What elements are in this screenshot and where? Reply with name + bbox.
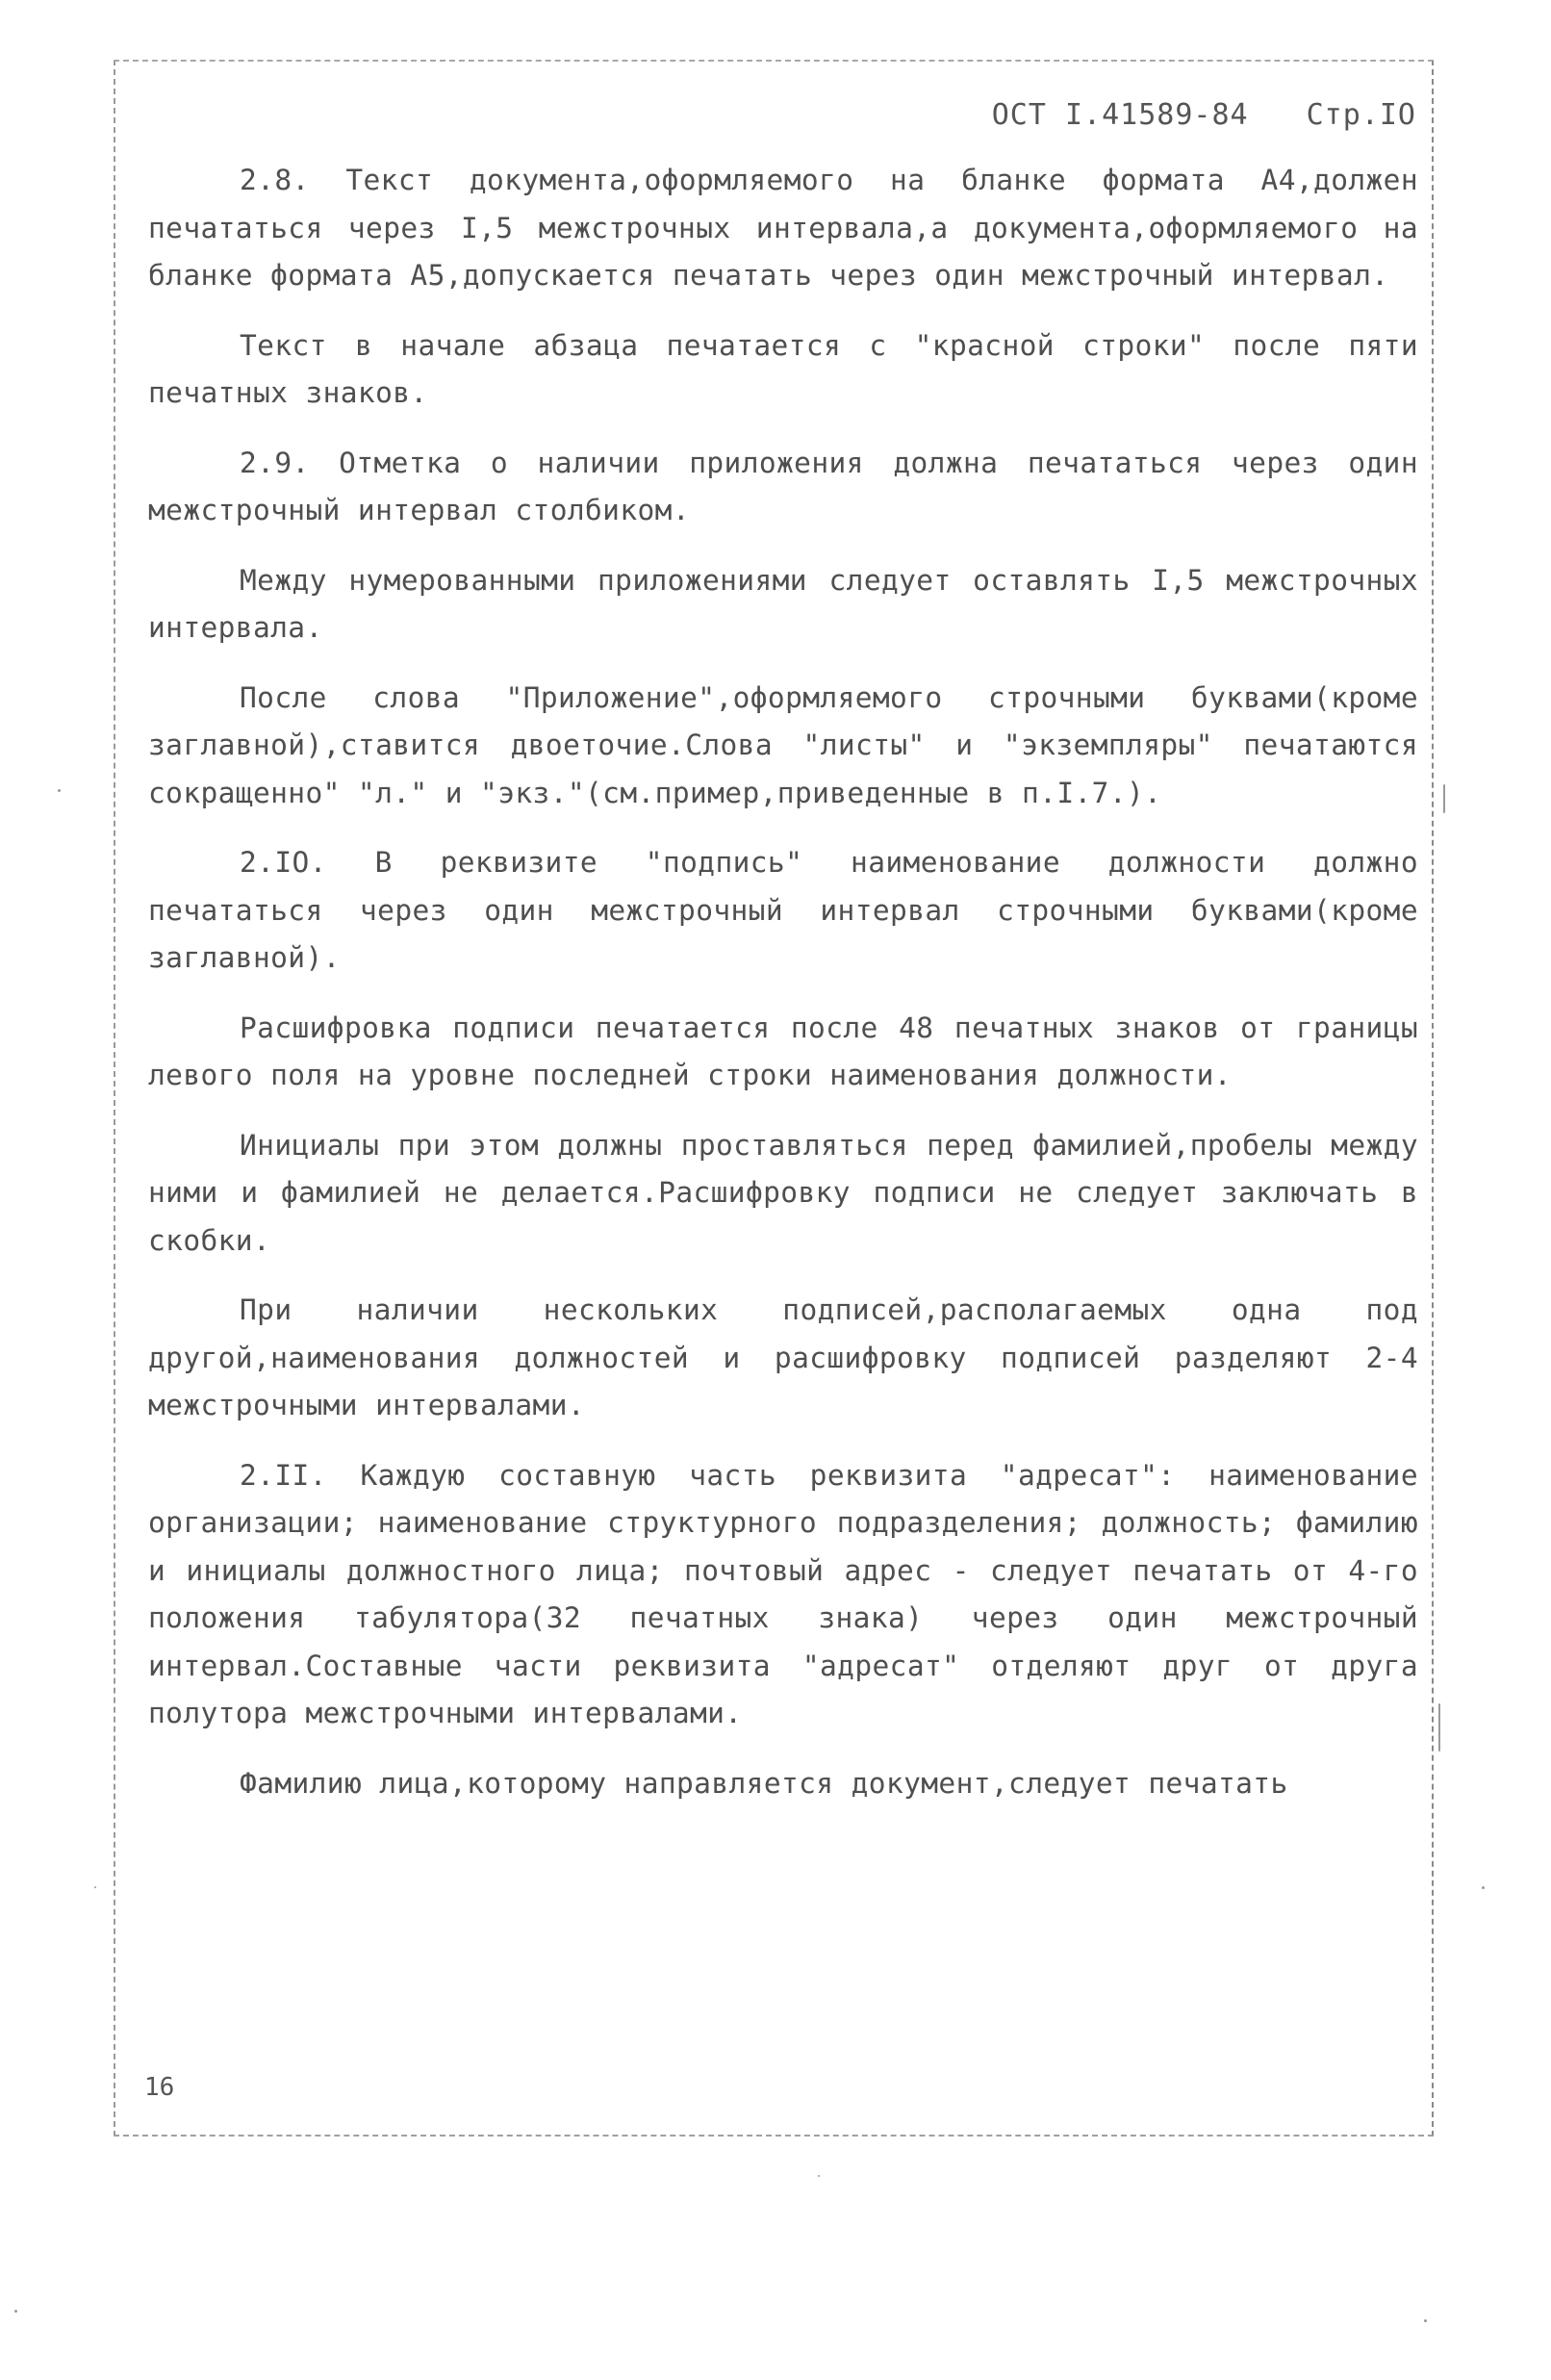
- paragraph: 2.9. Отметка о наличии приложения должна печататься через один межстрочный интервал столбиком.: [148, 446, 1418, 526]
- scan-speck: [58, 789, 61, 792]
- paragraph: 2.IO. В реквизите "подпись" наименование должности должно печататься через один межстрочный интервал строчными буквами(кроме заглавной).: [148, 846, 1418, 974]
- paragraph: После слова "Приложение",оформляемого строчными буквами(кроме заглавной),ставится двоеточие.Слова "листы" и "экземпляры" печатаются сокращенно" "л." и "экз."(см.пример,приведенные в п.I.7.).: [148, 680, 1418, 809]
- scan-speck: [1438, 1703, 1440, 1752]
- scan-speck: [1424, 2319, 1427, 2322]
- page-number: 16: [144, 2073, 175, 2102]
- page-label: Стр.IO: [1306, 98, 1416, 132]
- paragraph: 2.8. Текст документа,оформляемого на бланке формата А4,должен печататься через I,5 межстрочных интервала,а документа,оформляемого на бланке формата А5,допускается печатать через один межстрочный интервал.: [148, 164, 1418, 292]
- scan-speck: [1443, 784, 1445, 813]
- paragraph: Инициалы при этом должны проставляться перед фамилией,пробелы между ними и фамилией не делается.Расшифровку подписи не следует заключать в скобки.: [148, 1128, 1418, 1257]
- paragraph: Текст в начале абзаца печатается с "красной строки" после пяти печатных знаков.: [148, 328, 1418, 409]
- standard-code: ОСТ I.41589-84: [991, 98, 1249, 132]
- paragraph: 2.II. Каждую составную часть реквизита "адресат": наименование организации; наименование структурного подразделения; должность; фамилию и инициалы должностного лица; почтовый адрес - следует печатать от 4-го положения табулятора(32 печатных знака) через один межстрочный интервал.Составные части реквизита "адресат" отделяют друг от друга полутора межстрочными интервалами.: [148, 1458, 1418, 1729]
- paragraph: Между нумерованными приложениями следует оставлять I,5 межстрочных интервала.: [148, 563, 1418, 644]
- scan-speck: [14, 2310, 17, 2313]
- scan-speck: [1482, 1886, 1485, 1889]
- paragraph: Расшифровка подписи печатается после 48 печатных знаков от границы левого поля на уровне последней строки наименования должности.: [148, 1011, 1418, 1091]
- scan-speck: [94, 1886, 96, 1888]
- paragraph: При наличии нескольких подписей,располагаемых одна под другой,наименования должностей и расшифровку подписей разделяют 2-4 межстрочными интервалами.: [148, 1293, 1418, 1421]
- document-header: [992, 98, 1416, 132]
- paragraph: Фамилию лица,которому направляется документ,следует печатать: [240, 1766, 1288, 1800]
- scan-speck: [818, 2175, 820, 2177]
- document-body: [148, 157, 1418, 1830]
